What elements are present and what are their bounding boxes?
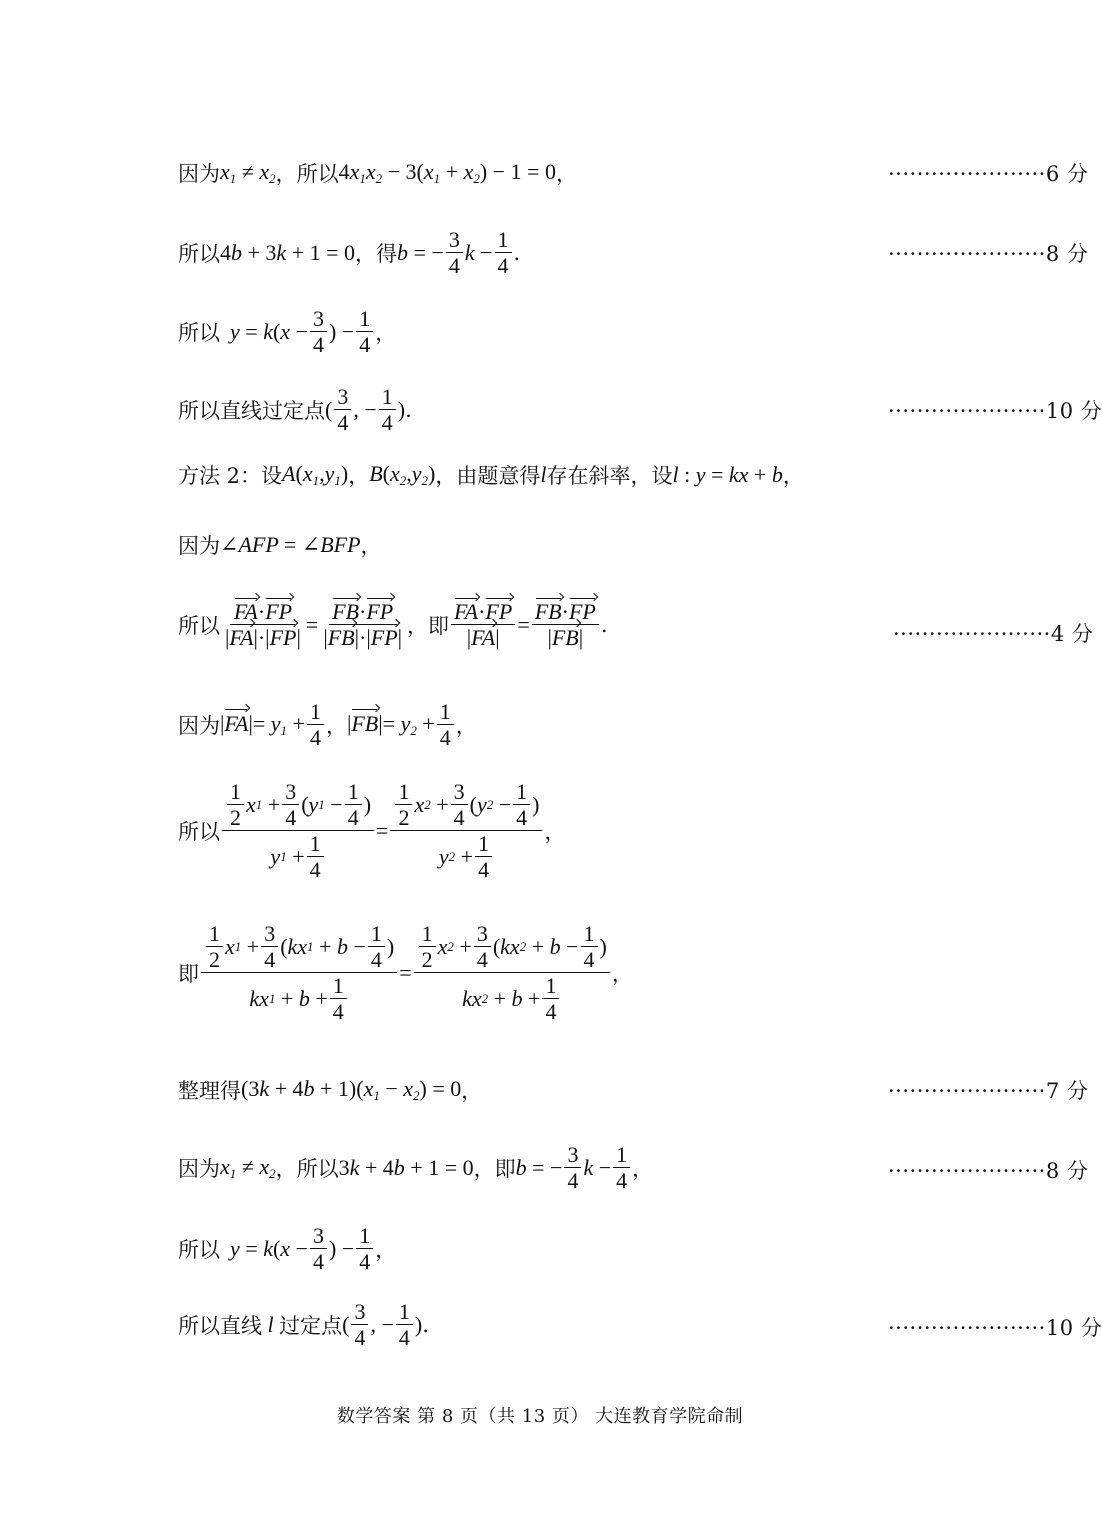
solution-line-3: 所以 y = k(x − $\frac{3}{4}$ ) − $\frac{1}{4}$ ， — [178, 306, 397, 358]
solution-line-5: 方法 2：设 $A(x_1,y_1)$ ， $B(x_2,y_2)$ ，由题意得 l 存在斜率，设 l : y = kx + b ， — [178, 461, 804, 488]
solution-line-12: 因为 $x_1 \ne x_2$ ，所以 3k + 4b + 1 = 0 ，即 b = − $\frac{3}{4}$ k − $\frac{1}{4}$ ， ······················8 分 — [178, 1142, 1089, 1194]
solution-line-9: 所以 $\frac{1}{2}$ x 1 + $\frac{3}{4}$ ( y 1 − $\frac{1}{4}$ ) y 1 + $\frac{1}{4}$ = $\frac{1}{2}$ x 2 + $\frac{3}{4}$ ( y 2 − $\frac{1}{4}$ ) y 2 + $\frac{1}{4}$ ， — [178, 779, 566, 883]
solution-line-8: 因为 $|FA|= y_1$ + $\frac{1}{4}$ ， $|FB|= y_2$ + $\frac{1}{4}$ ， — [178, 699, 477, 751]
solution-line-7: 所以 $\frac{FA\cdot FP}{|FA|\cdot|FP|}$ = $\frac{FB\cdot FP}{|FB|\cdot|FP|}$ ，即 $\frac{FA\cdot FP}{|FA|}$ = $\frac{FB\cdot FP}{|FB|}$ . ······················4 分 — [178, 599, 1094, 651]
solution-line-10: 即 $\frac{1}{2}$ x 1 + $\frac{3}{4}$ ( kx 1 + b − $\frac{1}{4}$ ) kx 1 + b + $\frac{1}{4}$ = $\frac{1}{2}$ x 2 + $\frac{3}{4}$ ( kx 2 + b − $\frac{1}{4}$ ) kx 2 + b + $\frac{1}{4}$ ， — [178, 921, 633, 1025]
score-4: ······················4 分 — [893, 622, 1094, 646]
solution-line-2: 所以 4b + 3k + 1 = 0 ，得 b = − $\frac{3}{4}$ k − $\frac{1}{4}$ . ······················8 分 — [178, 227, 1089, 279]
score-10: ······················10 分 — [888, 399, 1102, 423]
solution-line-4: 所以直线过定点 ( $\frac{3}{4}$ , − $\frac{1}{4}$ ) . ······················10 分 — [178, 384, 1102, 436]
score-7: ······················7 分 — [888, 1079, 1089, 1103]
solution-line-6: 因为 ∠AFP = ∠BFP ， — [178, 532, 382, 558]
solution-line-13: 所以 y = k(x − $\frac{3}{4}$ ) − $\frac{1}{4}$ ， — [178, 1223, 397, 1275]
score-6: ······················6 分 — [888, 162, 1089, 186]
score-10-b: ······················10 分 — [888, 1316, 1102, 1340]
page-footer: 数学答案 第 8 页（共 13 页） 大连教育学院命制 — [336, 1406, 744, 1427]
score-8-b: ······················8 分 — [888, 1159, 1089, 1183]
solution-line-11: 整理得 $(3k + 4b + 1)(x_1 - x_2) = 0$ ， ······················7 分 — [178, 1076, 1089, 1103]
solution-line-14: 所以直线 l 过定点 ( $\frac{3}{4}$ , − $\frac{1}{4}$ ) . ······················10 分 — [178, 1299, 1102, 1351]
solution-line-1: 因为 $x_1 \ne x_2$ ，所以 $4x_1x_2 - 3(x_1 + x_2) - 1 = 0$ ， ······················6 分 — [178, 159, 1089, 186]
score-8: ······················8 分 — [888, 242, 1089, 266]
